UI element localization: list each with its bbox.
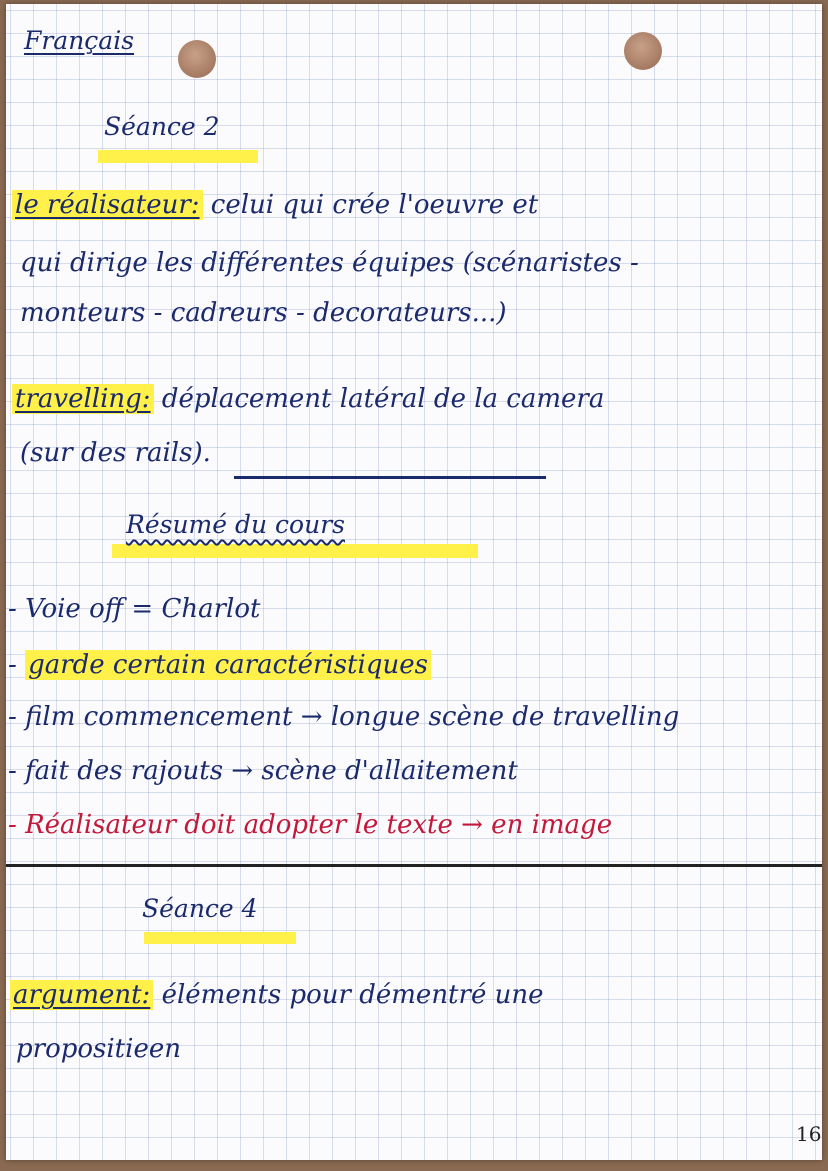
highlight-bar	[112, 544, 478, 558]
resume-item-red: - Réalisateur doit adopter le texte → en image	[8, 810, 613, 840]
highlight-bar	[98, 150, 258, 163]
definition-realisateur	[12, 190, 538, 220]
term-travelling: travelling:	[12, 384, 154, 414]
page-number: 16	[796, 1122, 822, 1146]
subject-title: Français	[24, 26, 135, 55]
page-rule	[6, 864, 822, 867]
definition-text-line: qui dirige les différentes équipes (scénaristes -	[20, 248, 639, 278]
definition-text-line: propositieen	[16, 1034, 181, 1064]
definition-travelling	[12, 384, 604, 414]
resume-item: - Voie off = Charlot	[8, 594, 261, 624]
term-argument: argument:	[10, 980, 153, 1010]
definition-text: éléments pour démentré une	[161, 980, 544, 1010]
highlight-bar	[144, 932, 296, 944]
notebook-page	[6, 4, 822, 1160]
definition-text-line: monteurs - cadreurs - decorateurs...)	[20, 298, 507, 328]
binder-hole-left	[178, 40, 216, 78]
resume-item: - fait des rajouts → scène d'allaitement	[8, 756, 518, 786]
binder-hole-right	[624, 32, 662, 70]
definition-text: celui qui crée l'oeuvre et	[210, 190, 539, 220]
seance-4-title: Séance 4	[142, 894, 258, 923]
section-divider	[234, 476, 546, 479]
resume-item: - film commencement → longue scène de travelling	[8, 702, 680, 732]
definition-text: déplacement latéral de la camera	[161, 384, 605, 414]
term-realisateur: le réalisateur:	[12, 190, 203, 220]
resume-title: Résumé du cours	[126, 510, 345, 539]
definition-text-line: (sur des rails).	[20, 438, 211, 468]
seance-2-title: Séance 2	[104, 112, 220, 141]
resume-item: - garde certain caractéristiques	[8, 650, 431, 680]
definition-argument	[10, 980, 543, 1010]
